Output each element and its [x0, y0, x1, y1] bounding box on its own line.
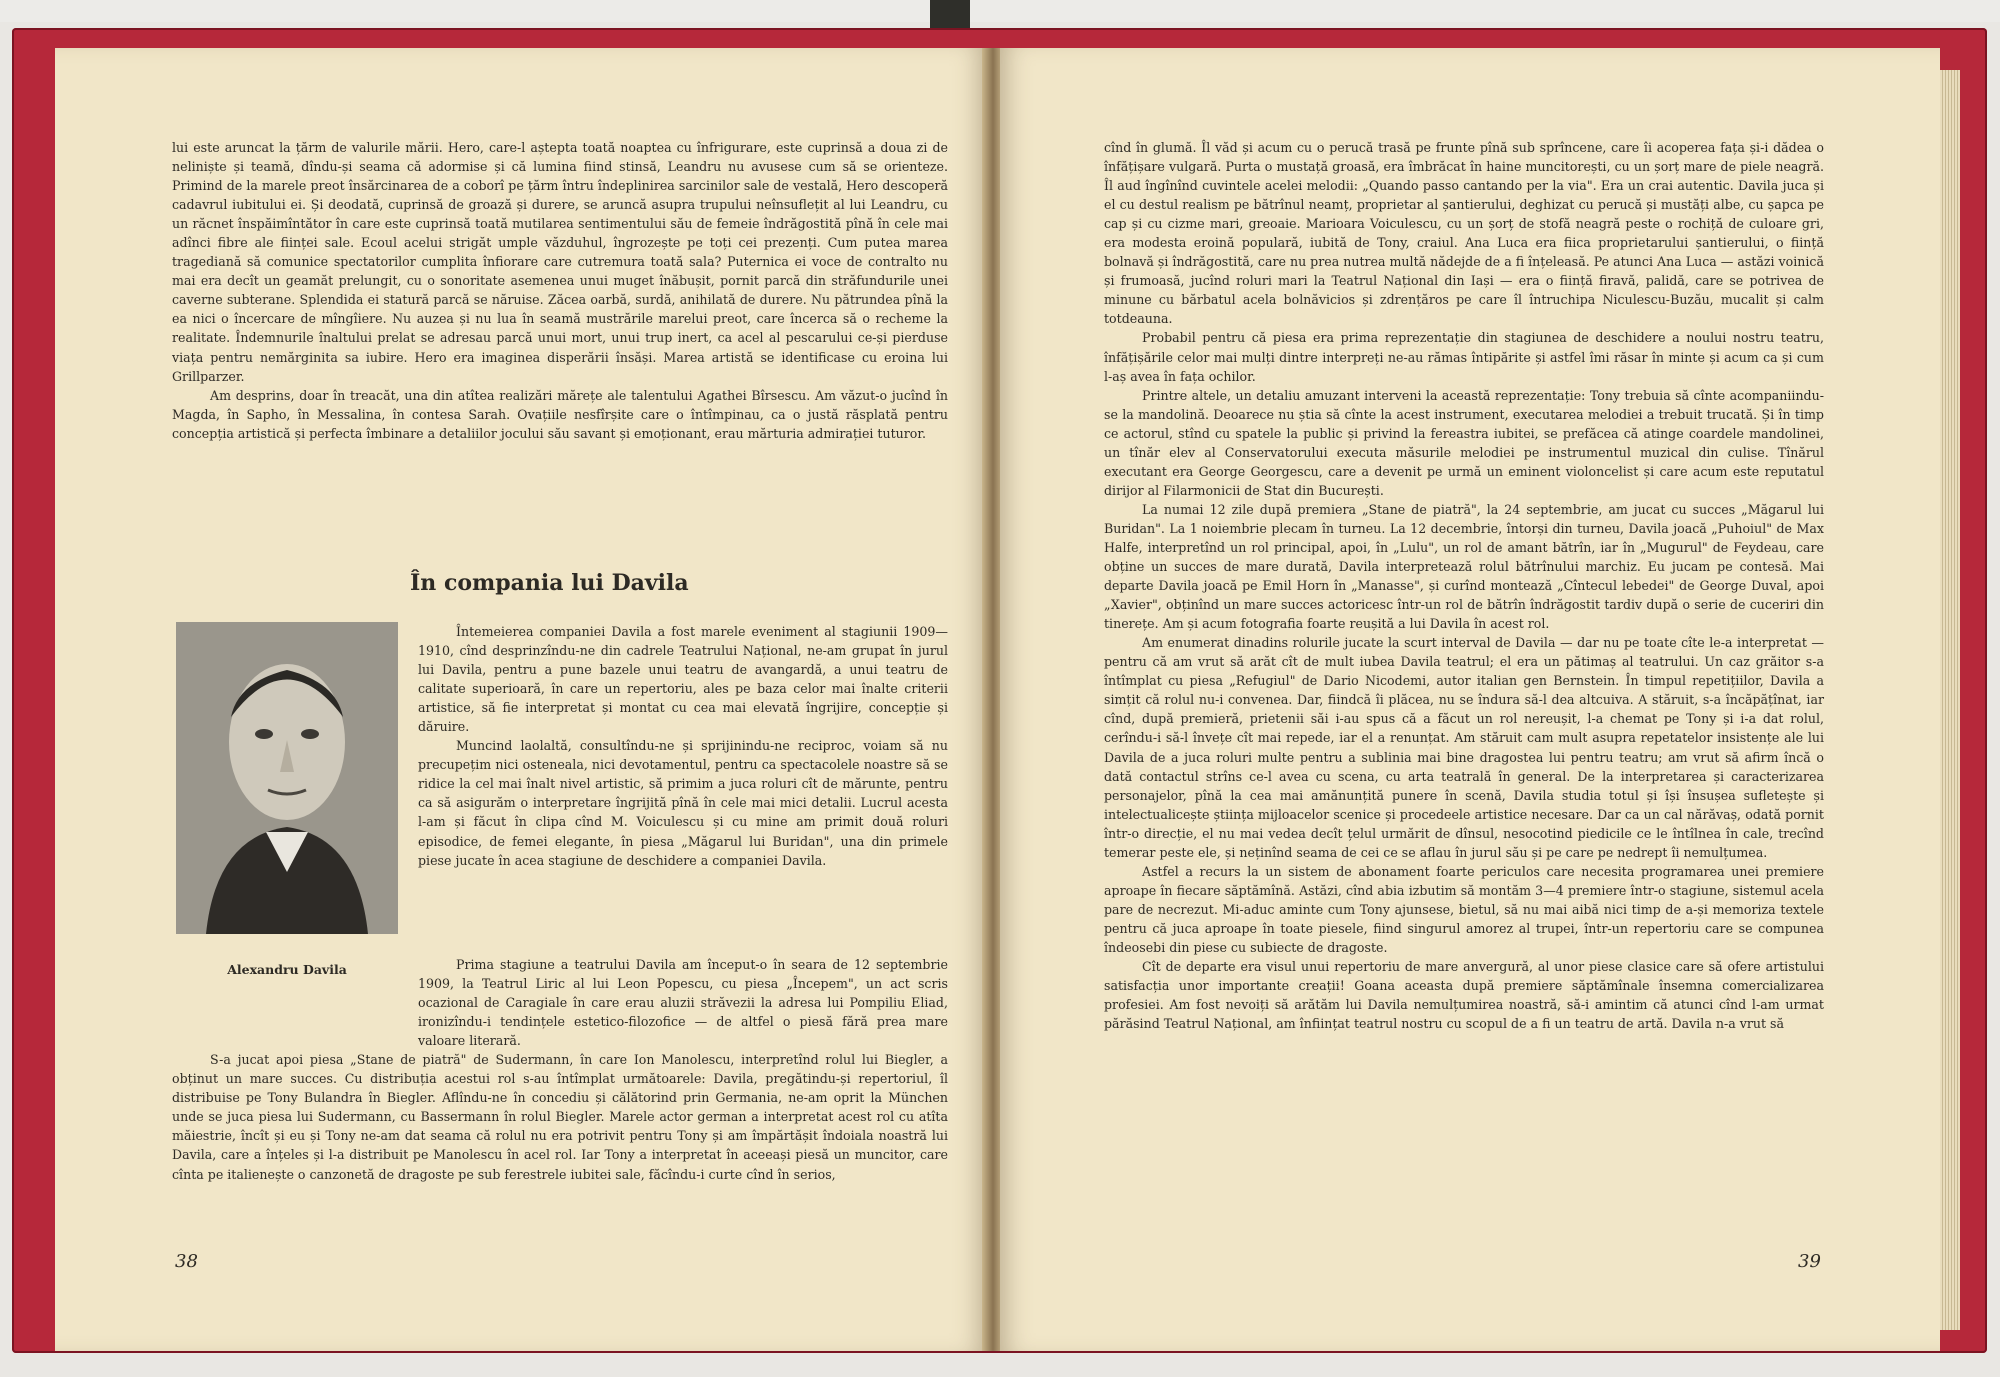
- paragraph: Printre altele, un detaliu amuzant interveni la această reprezentație: Tony trebuia să cînte acompaniindu-se la mandolină. Deoarece nu știa să cînte la acest instrument, executarea melodiei a trebuit trucată. Și în timp ce actorul, stînd cu spatele la public și privind la fereastra iubitei, se prefăcea că atinge coardele mandolinei, un tînăr elev al Conservatorului executa măsurile melodiei pe instrumentul muzical din culise. Tînărul executant era George Georgescu, care a devenit pe urmă un eminent violoncelist și care acum este reputatul dirijor al Filarmonicii de Stat din București.: [1104, 387, 1824, 498]
- paragraph: cînd în glumă. Îl văd și acum cu o perucă trasă pe frunte pînă sub sprîncene, care îi acoperea fața și-i dădea o înfățișare vulgară. Purta o mustață groasă, era îmbrăcat în haine muncitorești, cu un șorț mare de piele neagră. Îl aud îngînînd cuvintele acelei melodii: „Quando passo cantando per la via". Era un crai autentic. Davila juca și el cu destul realism pe bătrînul neamț, proprietar al șantierului, deghizat cu perucă și mustăți albe, cu șapca pe cap și cu cizme mari, greoaie. Marioara Voiculescu, cu un șorț de stofă neagră peste o rochiță de culoare gri, era modesta eroină populară, iubită de Tony, craiul. Ana Luca era fiica proprietarului șantierului, o ființă bolnavă și îndrăgostită, care nu prea nutrea multă nădejde de a fi înțeleasă. Pe atunci Ana Luca — astăzi voinică și frumoasă, jucînd roluri mari la Teatrul Național din Iași — era o ființă firavă, palidă, care se potrivea de minune cu bărbatul acela bolnăvicios și zdrențăros pe care îl întruchipa Niculescu-Buzău, mucalit și calm totdeauna.: [1104, 140, 1824, 327]
- paragraph: Astfel a recurs la un sistem de abonament foarte periculos care necesita programarea unei premiere aproape în fiecare săptămînă. Astăzi, cînd abia izbutim să montăm 3—4 premiere într-o stagiune, sistemul acela pare de necrezut. Mi-aduc aminte cum Tony ajunsese, bietul, să nu mai aibă nici timp de a-și memoriza textele pentru că juca aproape în toate piesele, fiind singurul amorez al trupei, într-un repertoriu care se compunea îndeosebi din piese cu subiecte de dragoste.: [1104, 863, 1824, 955]
- paragraph: Muncind laolaltă, consultîndu-ne și sprijinindu-ne reciproc, voiam să nu precupețim nici osteneala, nici devotamentul, pentru ca spectacolele noastre să se ridice la cel mai înalt nivel artistic, să primim a juca roluri cît de mărunte, pentru ca să asigurăm o interpretare îngrijită pînă în cele mai mici detalii. Lucrul acesta l-am și făcut în clipa cînd M. Voiculescu și cu mine am primit două roluri episodice, de femei elegante, în piesa „Măgarul lui Buridan", una din primele piese jucate în acea stagiune de deschidere a companiei Davila.: [418, 738, 948, 868]
- paragraph: lui este aruncat la țărm de valurile mării. Hero, care-l aștepta toată noaptea cu înfrigurare, este cuprinsă a doua zi de neliniște și teamă, dîndu-și seama că adormise și că lumina fiind stinsă, Leandru nu avusese cum să se orienteze. Primind de la marele preot însărcinarea de a coborî pe țărm întru îndeplinirea sarcinilor sale de vestală, Hero descoperă cadavrul iubitului ei. Și deodată, cuprinsă de groază și durere, se aruncă asupra trupului neînsuflețit al lui Leandru, cu un răcnet înspăimîntător în care este cuprinsă toată mutilarea sentimentului său de femeie îndrăgostită pînă în cele mai adînci fibre ale ființei sale. Ecoul acelui strigăt umple văzduhul, îngrozește pe toți cei prezenți. Cum putea marea tragediană să comunice spectatorilor cumplita înfiorare care cutremura toată sala? Puternica ei voce de contralto nu mai era decît un geamăt prelungit, cu o sonoritate asemenea unui muget înăbușit, pornit parcă din străfundurile unei caverne subterane. Splendida ei statură parcă se năruise. Zăcea oarbă, surdă, anihilată de durere. Nu pătrundea pînă la ea nici o încercare de mîngîiere. Nu auzea și nu lua în seamă mustrările marelui preot, care încerca să o recheme la realitate. Îndemnurile înaltului prelat se adresau parcă unui mort, unui trup inert, ca acel al pescarului ce-și pierduse viața pentru nemărginita sa iubire. Hero era imaginea disperării însăși. Marea artistă se identificase cu eroina lui Grillparzer.: [172, 140, 948, 384]
- paragraph: Probabil pentru că piesa era prima reprezentație din stagiunea de deschidere a noului nostru teatru, înfățișările celor mai mulți dintre interpreți ne-au rămas întipărite și astfel îmi răsar în minte și acum ca și cum l-aș avea în fața ochilor.: [1104, 330, 1824, 384]
- paragraph: S-a jucat apoi piesa „Stane de piatră" de Sudermann, în care Ion Manolescu, interpretînd rolul lui Biegler, a obținut un mare succes. Cu distribuția acestui rol s-au întîmplat următoarele: Davila, pregătindu-și repertoriul, îl distribuise pe Tony Bulandra în Biegler. Aflîndu-ne în concediu și călătorind prin Germania, ne-am oprit la München unde se juca piesa lui Sudermann, cu Bassermann în rolul Biegler. Marele actor german a interpretat acest rol cu atîta măiestrie, încît și eu și Tony ne-am dat seama că rolul nu era potrivit pentru Tony și am împărtășit îndoiala noastră lui Davila, care a înțeles și l-a distribuit pe Manolescu în acel rol. Iar Tony a interpretat în aceeași piesă un muncitor, care cînta pe italienește o canzonetă de dragoste pe sub ferestrele iubitei sale, făcîndu-i curte cînd în serios,: [172, 1052, 948, 1182]
- background-top: [0, 0, 2000, 22]
- book-spine-top: [930, 0, 970, 30]
- paragraph: Am desprins, doar în treacăt, una din atîtea realizări mărețe ale talentului Agathei Bîrsescu. Am văzut-o jucînd în Magda, în Sapho, în Messalina, în contesa Sarah. Ovațiile nesfîrșite care o întîmpinau, ca o justă răsplată pentru concepția artistică și perfecta îmbinare a detaliilor jocului său savant și emoționant, erau mărturia admirației tuturor.: [172, 387, 948, 441]
- left-page: [55, 48, 985, 1351]
- right-text: [1104, 138, 1824, 1033]
- paragraph: Am enumerat dinadins rolurile jucate la scurt interval de Davila — dar nu pe toate cîte le-a interpretat — pentru că am vrut să arăt cît de mult iubea Davila teatrul; el era un pătimaș al teatrului. Un caz grăitor s-a întîmplat cu piesa „Refugiul" de Dario Nicodemi, autor italian gen Bernstein. În timpul repetițiilor, Davila a simțit că rolul nu-i convenea. Dar, fiindcă îi plăcea, nu se îndura să-l dea altcuiva. A stăruit, s-a încăpățînat, iar cînd, după premieră, prietenii săi i-au spus că a făcut un rol nereușit, l-a chemat pe Tony și i-a dat rolul, cerîndu-i să-l învețe cît mai repede, iar el a renunțat. Am stăruit cam mult asupra repetatelor insistențe ale lui Davila de a juca roluri multe pentru a sublinia mai bine dragostea lui pentru teatru; am vrut să afirm încă o dată contactul strîns ce-l avea cu scena, cu arta teatrală în general. De la interpretarea și caracterizarea personajelor, pînă la cea mai amănunțită punere în scenă, Davila studia totul și își însușea sufletește și intelectualicește știința mijloacelor scenice și procedeele artistice necesare. Dar ca un cal nărăvaș, odată pornit într-o direcție, el nu mai vedea decît țelul urmărit de dînsul, nesocotind piedicile ce le întîlnea în cale, trecînd temerar peste ele, și neținînd seama de cei ce se aflau în jurul său și pe care pe nedrept îi nemulțumea.: [1104, 635, 1824, 860]
- left-bottom-text: [172, 955, 948, 1184]
- paragraph: La numai 12 zile după premiera „Stane de piatră", la 24 septembrie, am jucat cu succes „Măgarul lui Buridan". La 1 noiembrie plecam în turneu. La 12 decembrie, întorși din turneu, Davila joacă „Puhoiul" de Max Halfe, interpretînd un rol principal, apoi, în „Lulu", un rol de amant bătrîn, iar în „Mugurul" de Feydeau, care obține un succes de mare durată, Davila interpretează rolul bătrînului marchiz. Eu jucam pe contesă. Mai departe Davila joacă pe Emil Horn în „Manasse", și curînd montează „Cîntecul lebedei" de George Duval, apoi „Xavier", obținînd un mare succes actoricesc într-un rol de bătrîn îndrăgostit tardiv după o serie de cuceriri din tinerețe. Am și acum fotografia foarte reușită a lui Davila în acest rol.: [1104, 501, 1824, 632]
- portrait-icon: [176, 622, 398, 934]
- paragraph: Întemeierea companiei Davila a fost marele eveniment al stagiunii 1909—1910, cînd desprinzîndu-ne din cadrele Teatrului Național, ne-am grupat în jurul lui Davila, pentru a pune bazele unui teatru de avangardă, a unui teatru de calitate superioară, în care un repertoriu, ales pe baza celor mai înalte criterii artistice, să fie interpretat și montat cu cea mai elevată îngrijire, concepție și dăruire.: [418, 624, 948, 735]
- right-page: [1000, 48, 1940, 1351]
- photo-caption: Alexandru Davila: [227, 962, 347, 977]
- section-heading: În compania lui Davila: [410, 570, 689, 596]
- left-top-text: [172, 138, 948, 443]
- page-edges: [1940, 70, 1960, 1330]
- page-number: 38: [175, 1251, 198, 1272]
- paragraph: Cît de departe era visul unui repertoriu de mare anvergură, al unor piese clasice care să ofere artistului satisfacția unor importante creații! Goana aceasta după premiere săptămînale însemna comercializarea profesiei. Am fost nevoiți să arătăm lui Davila nemulțumirea noastră, să-i amintim că atunci cînd l-am urmat părăsind Teatrul Național, am înființat teatrul nostru cu scopul de a fi un teatru de artă. Davila n-a vrut să: [1104, 959, 1824, 1032]
- page-number: 39: [1798, 1251, 1821, 1272]
- portrait-photo: [176, 622, 398, 934]
- paragraph: Prima stagiune a teatrului Davila am început-o în seara de 12 septembrie 1909, la Teatrul Liric al lui Leon Popescu, cu piesa „Începem", un act scris ocazional de Caragiale în care erau aluzii străvezii la adresa lui Pompiliu Eliad, ironizîndu-i tendințele estetico-filozofice — de altfel o piesă fără prea mare valoare literară.: [418, 957, 948, 1049]
- left-column-text: [418, 622, 948, 870]
